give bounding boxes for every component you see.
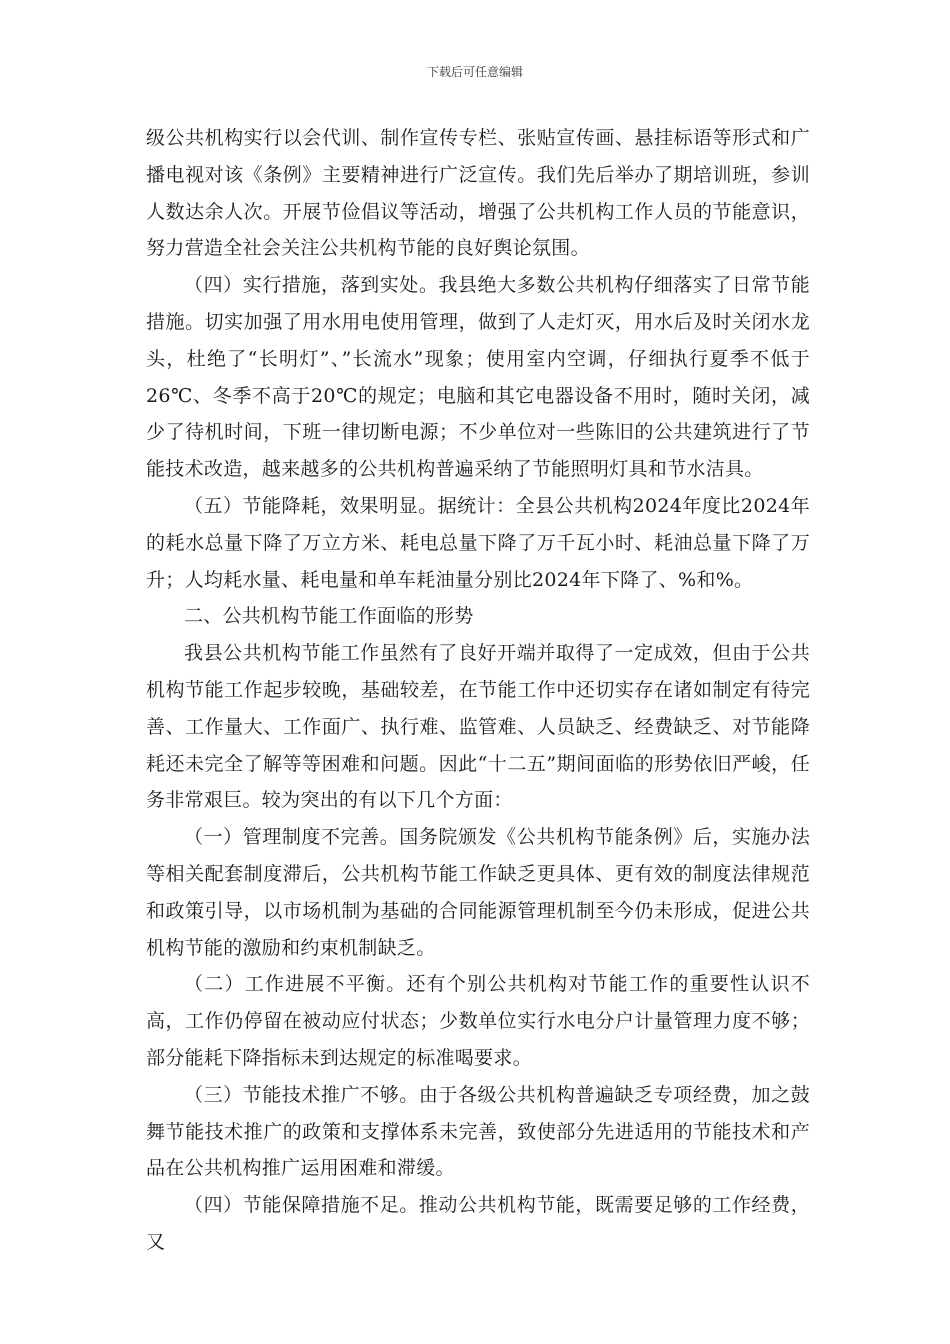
page-header-note: 下载后可任意编辑 bbox=[426, 65, 523, 79]
paragraph-2: （四）实行措施，落到实处。我县绝大多数公共机构仔细落实了日常节能措施。切实加强了用水用电使用管理，做到了人走灯灭，用水后及时关闭水龙头，杜绝了“长明灯”、”长流水”现象；使用室内空调，仔细执行夏季不低于26℃、冬季不高于20℃的规定；电脑和其它电器设备不用时，随时关闭，减少了待机时间，下班一律切断电源；不少单位对一些陈旧的公共建筑进行了节能技术改造，越来越多的公共机构普遍采纳了节能照明灯具和节水洁具。 bbox=[146, 274, 810, 481]
section-heading: 二、公共机构节能工作面临的形势 bbox=[184, 605, 474, 628]
paragraph-6: （一）管理制度不完善。国务院颁发《公共机构节能条例》后，实施办法等相关配套制度滞后，公共机构节能工作缺乏更具体、更有效的制度法律规范和政策引导，以市场机制为基础的合同能源管理机制至今仍未形成，促进公共机构节能的激励和约束机制缺乏。 bbox=[146, 826, 810, 959]
paragraph-8: （三）节能技术推广不够。由于各级公共机构普遍缺乏专项经费，加之鼓舞节能技术推广的政策和支撑体系未完善，致使部分先进适用的节能技术和产品在公共机构推广运用困难和滞缓。 bbox=[146, 1083, 810, 1180]
paragraph-9: （四）节能保障措施不足。推动公共机构节能，既需要足够的工作经费，又 bbox=[146, 1194, 810, 1253]
document-body bbox=[146, 120, 810, 1261]
paragraph-7: （二）工作进展不平衡。还有个别公共机构对节能工作的重要性认识不高，工作仍停留在被动应付状态；少数单位实行水电分户计量管理力度不够；部分能耗下降指标未到达规定的标准喝要求。 bbox=[146, 973, 810, 1069]
paragraph-3: （五）节能降耗，效果明显。据统计：全县公共机构2024年度比2024年的耗水总量下降了万立方米、耗电总量下降了万千瓦小时、耗油总量下降了万升；人均耗水量、耗电量和单车耗油量分别比2024年下降了、%和%。 bbox=[146, 494, 810, 591]
paragraph-5: 我县公共机构节能工作虽然有了良好开端并取得了一定成效，但由于公共机构节能工作起步较晚，基础较差，在节能工作中还切实存在诸如制定有待完善、工作量大、工作面广、执行难、监管难、人员缺乏、经费缺乏、对节能降耗还未完全了解等等困难和问题。因此“十二五”期间面临的形势依旧严峻，任务非常艰巨。较为突出的有以下几个方面： bbox=[146, 642, 810, 812]
paragraph-1: 级公共机构实行以会代训、制作宣传专栏、张贴宣传画、悬挂标语等形式和广播电视对该《条例》主要精神进行广泛宣传。我们先后举办了期培训班，参训人数达余人次。开展节俭倡议等活动，增强了公共机构工作人员的节能意识，努力营造全社会关注公共机构节能的良好舆论氛围。 bbox=[146, 127, 810, 260]
